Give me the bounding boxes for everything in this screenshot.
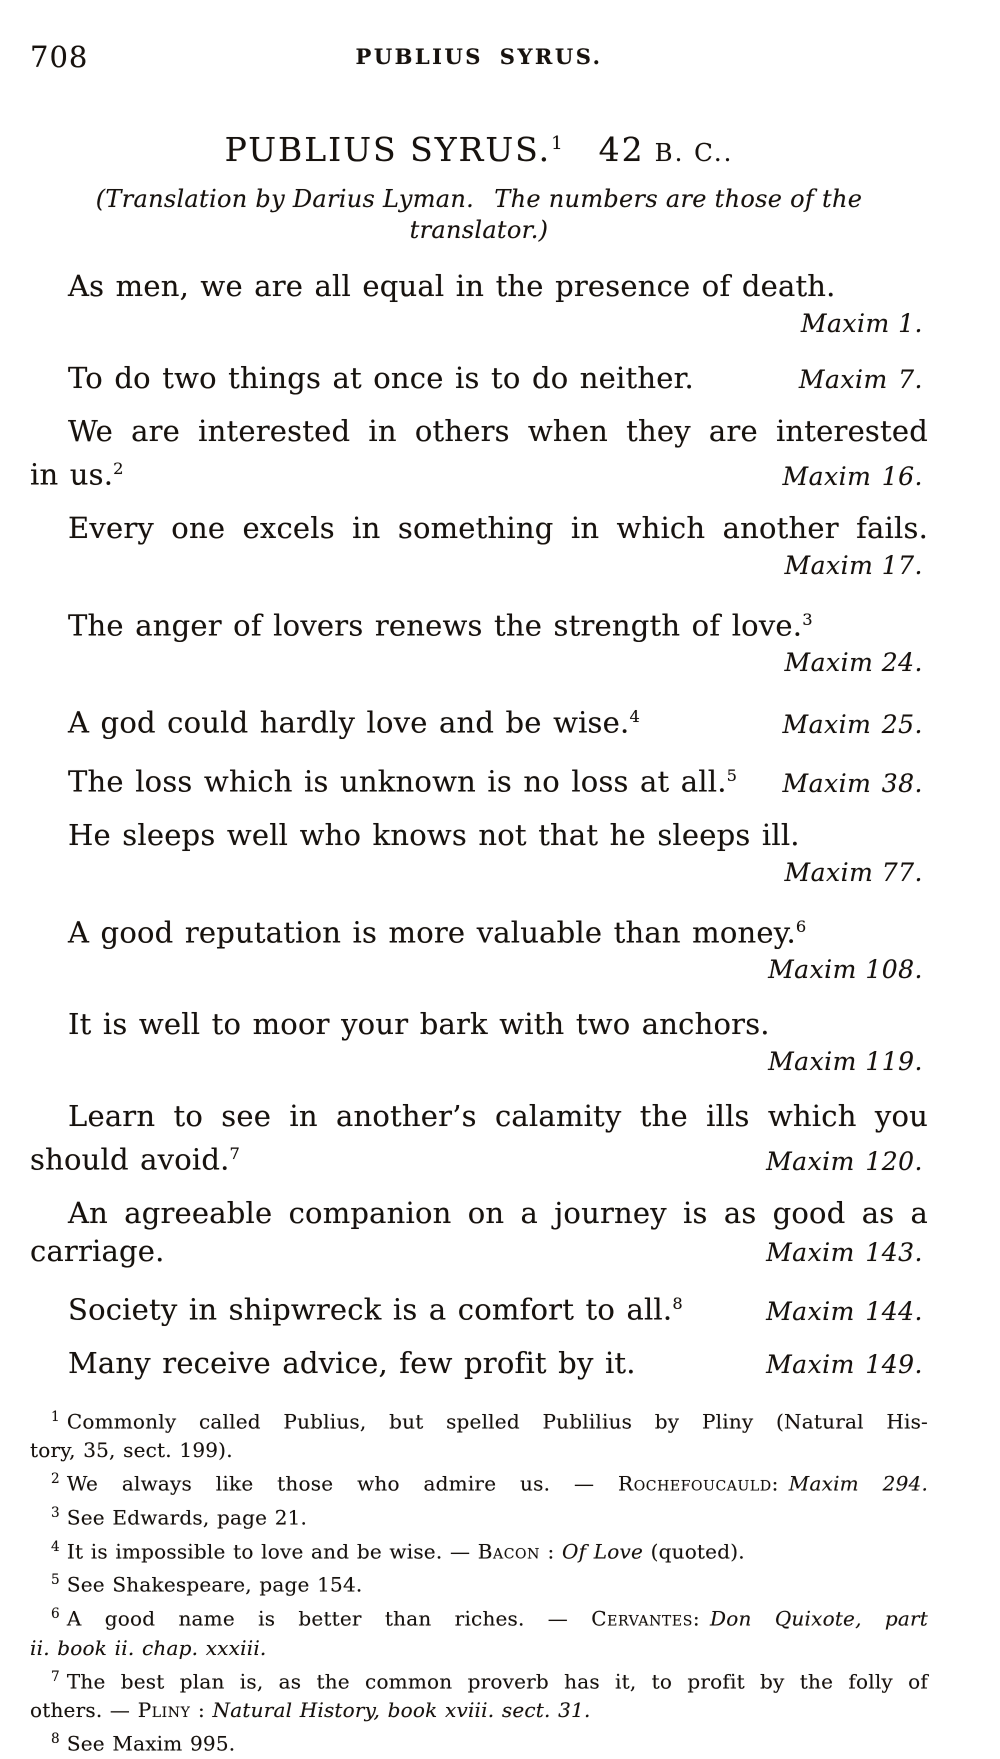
footnote-line — [30, 1533, 928, 1567]
maxim-number-label: Maxim 24. — [784, 648, 923, 678]
footnote-text: others. — — [30, 1698, 138, 1723]
maxim-text-line — [30, 908, 928, 952]
translator-note — [30, 184, 928, 246]
maxim-text: The anger of lovers renews the strength of love. — [68, 608, 803, 643]
maxim-text: carriage. — [30, 1233, 165, 1268]
maxim-number-label: Maxim 38. — [782, 768, 923, 798]
maxim-text: A good reputation is more valuable than money. — [68, 915, 796, 950]
maxim-text-line — [30, 698, 928, 744]
footnote — [30, 1465, 928, 1499]
footnote — [30, 1499, 928, 1533]
footnote-line — [30, 1566, 928, 1600]
maxim-label-line — [30, 305, 928, 346]
maxim-number-label: Maxim 119. — [768, 1047, 923, 1077]
running-head: PUBLIUS SYRUS. — [355, 44, 603, 69]
maxim-text-line — [30, 450, 928, 496]
maxim-number-label: Maxim 149. — [766, 1349, 923, 1379]
footnote-number: 6 — [51, 1605, 60, 1622]
footnote-ref: 6 — [795, 916, 807, 936]
maxim — [30, 412, 928, 496]
footnote-text: See Edwards, page 21. — [66, 1505, 308, 1530]
title-year: 42 — [598, 130, 645, 169]
translator-note-line: translator.) — [409, 216, 549, 244]
maxim — [30, 1344, 928, 1384]
maxim-text: in us.$^2$ — [30, 457, 124, 492]
footnote-text: : — [190, 1698, 213, 1723]
maxim-text: Society in shipwreck is a comfort to all.$^8$ — [68, 1292, 683, 1327]
author-name: Cervantes — [591, 1606, 693, 1631]
footnote — [30, 1403, 928, 1466]
footnote-line — [30, 1663, 928, 1697]
maxim-text-line — [30, 1005, 928, 1043]
footnote-ref: 7 — [229, 1144, 240, 1164]
footnote-text: tory, 35, sect. 199). — [30, 1438, 233, 1463]
footnote-line — [30, 1403, 928, 1437]
footnote-text: It is impossible to love and be wise. — — [66, 1539, 478, 1564]
maxim-text: An agreeable companion on a journey is as good as a — [68, 1195, 928, 1230]
footnote-ref: 4 — [629, 707, 640, 727]
footnote-text: We always like those who admire us. — — [66, 1471, 619, 1496]
maxim-label-line — [30, 547, 928, 588]
maxim — [30, 1285, 928, 1331]
translator-note-line: (Translation by Darius Lyman. The numbers are those of the — [95, 185, 863, 213]
footnote-line — [30, 1725, 928, 1759]
title-footnote-ref: 1 — [551, 133, 563, 154]
maxim-text-line — [30, 1344, 928, 1384]
maxim — [30, 1097, 928, 1181]
maxim-text: should avoid.$^7$ — [30, 1142, 240, 1177]
maxim-text: As men, we are all equal in the presence of death. — [68, 269, 836, 303]
footnote-text: : — [771, 1471, 789, 1496]
maxim-number-label: Maxim 16. — [782, 461, 923, 491]
maxim-label-line — [30, 951, 928, 992]
footnote-line — [30, 1634, 928, 1663]
maxim-text: Every one excels in something in which another fails. — [68, 510, 928, 545]
footnote-line — [30, 1499, 928, 1533]
maxim-text: The loss which is unknown is no loss at all.$^5$ — [68, 764, 737, 799]
maxim-text-line — [30, 757, 928, 803]
citation: Maxim 294. — [788, 1471, 929, 1496]
footnote-text: See Maxim 995. — [66, 1731, 236, 1756]
maxim-number-label: Maxim 17. — [784, 550, 923, 580]
maxim-text-line — [30, 1097, 928, 1135]
maxim-number-label: Maxim 7. — [798, 365, 923, 394]
footnote-ref: 8 — [672, 1293, 683, 1313]
maxim — [30, 1194, 928, 1272]
citation: Don Quixote, part — [710, 1606, 929, 1631]
maxim-number-label: Maxim 144. — [766, 1296, 923, 1326]
footnote-text: : — [692, 1606, 711, 1631]
footnote-line — [30, 1696, 928, 1725]
maxim — [30, 698, 928, 744]
maxim-text-line — [30, 412, 928, 450]
maxim-text-line — [30, 1135, 928, 1181]
maxim-number-label: Maxim 77. — [784, 857, 923, 887]
maxim-text: Learn to see in another’s calamity the ills which you — [68, 1099, 928, 1134]
footnote-ref: 5 — [726, 765, 737, 785]
maxim-text: We are interested in others when they are interested — [68, 414, 928, 448]
footnote-number: 2 — [51, 1471, 60, 1488]
footnote-ref: 3 — [802, 609, 813, 629]
maxim — [30, 908, 928, 993]
footnote-text: Commonly called Publius, but spelled Publilius by Pliny (Natural His- — [66, 1409, 928, 1434]
footnote-line — [30, 1465, 928, 1499]
maxim-number-label: Maxim 120. — [766, 1146, 923, 1176]
footnote — [30, 1533, 928, 1567]
footnote-number: 5 — [51, 1572, 60, 1589]
maxim-number-label: Maxim 1. — [800, 309, 923, 338]
maxim-text: A god could hardly love and be wise.$^4$ — [68, 705, 640, 740]
footnote — [30, 1725, 928, 1759]
footnote-number: 4 — [51, 1538, 60, 1555]
citation: Of Love — [562, 1539, 644, 1564]
maxim-label-line — [30, 1043, 928, 1084]
maxim — [30, 1005, 928, 1084]
title-era: B. C.. — [654, 138, 734, 167]
article-title — [30, 130, 928, 169]
footnote-number: 8 — [51, 1731, 60, 1748]
footnote-number: 3 — [51, 1504, 60, 1521]
maxim-number-label: Maxim 108. — [768, 955, 923, 985]
footnote — [30, 1566, 928, 1600]
footnote-text: A good name is better than riches. — — [66, 1606, 592, 1631]
maxim-number-label: Maxim 143. — [766, 1237, 923, 1267]
footnote-text: See Shakespeare, page 154. — [66, 1572, 363, 1597]
maxim-text: It is well to moor your bark with two anchors. — [68, 1007, 770, 1042]
maxim-text-line — [30, 267, 928, 305]
maxim-text-line — [30, 601, 928, 645]
maxim-text-line — [30, 1232, 928, 1272]
footnote-line — [30, 1436, 928, 1465]
footnotes-section — [30, 1403, 928, 1759]
maxim-text-line — [30, 1285, 928, 1331]
maxim-number-label: Maxim 25. — [782, 709, 923, 739]
footnote-text: The best plan is, as the common proverb has it, to profit by the folly of — [66, 1669, 928, 1694]
citation: Natural History, book xviii. sect. 31. — [212, 1698, 591, 1723]
maxim-label-line — [30, 644, 928, 685]
maxim-text: To do two things at once is to do neither. — [68, 361, 694, 395]
maxim-text-line — [30, 509, 928, 547]
footnote — [30, 1600, 928, 1663]
footnote-number: 7 — [51, 1668, 60, 1685]
page-header — [30, 40, 928, 74]
maxim-text-line — [30, 359, 928, 399]
maxim — [30, 509, 928, 588]
footnote-number: 1 — [51, 1408, 60, 1425]
author-name: Rochefoucauld — [618, 1471, 772, 1496]
citation: ii. book ii. chap. xxxiii. — [30, 1635, 267, 1660]
maxim — [30, 816, 928, 895]
footnote-text: : — [539, 1539, 563, 1564]
maxim — [30, 757, 928, 803]
maxim — [30, 601, 928, 686]
maxim-text: He sleeps well who knows not that he sleeps ill. — [68, 817, 800, 852]
author-name: Pliny — [137, 1698, 191, 1723]
maxim — [30, 267, 928, 346]
maxim — [30, 359, 928, 399]
footnote-ref: 2 — [113, 459, 124, 478]
maxim-text-line — [30, 1194, 928, 1232]
footnote-text: (quoted). — [643, 1539, 745, 1564]
footnote-line — [30, 1600, 928, 1634]
maxim-text-line — [30, 816, 928, 854]
maxims-section — [30, 267, 928, 1384]
maxim-text: Many receive advice, few profit by it. — [68, 1345, 636, 1380]
author-name: Bacon — [477, 1539, 540, 1564]
page-number: 708 — [30, 40, 89, 74]
maxim-label-line — [30, 854, 928, 895]
title-text: PUBLIUS SYRUS. — [224, 130, 552, 169]
